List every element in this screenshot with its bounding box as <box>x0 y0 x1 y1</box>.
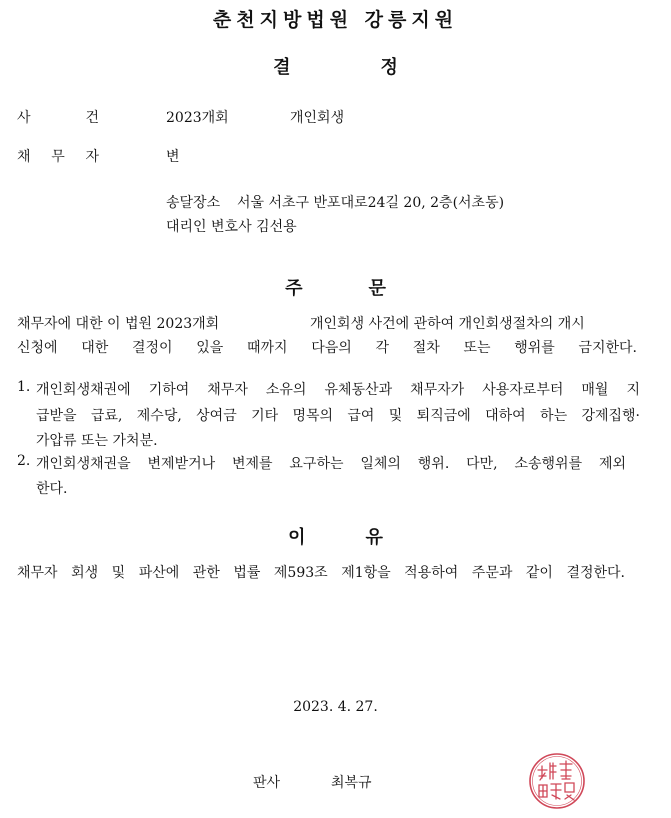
order-item-1-line-2: 급받을 급료, 제수당, 상여금 기타 명목의 급여 및 퇴직금에 대하여 하는 강제집행· <box>36 408 640 424</box>
reason-text: 채무자 회생 및 파산에 관한 법률 제593조 제1항을 적용하여 주문과 같이 결정한다. <box>17 565 625 581</box>
document-title-char-1: 결 <box>273 57 291 78</box>
debtor-label: 채 무 자 <box>17 149 99 165</box>
order-item-1-line-1: 개인회생채권에 기하여 채무자 소유의 유체동산과 채무자가 사용자로부터 매월 지 <box>36 382 640 398</box>
order-item-2-line-1: 개인회생채권을 변제받거나 변제를 요구하는 일체의 행위. 다만, 소송행위를 제외 <box>36 456 626 472</box>
judge-title: 판사 <box>253 775 281 791</box>
order-intro-line-2: 신청에 대한 결정이 있을 때까지 다음의 각 절차 또는 행위를 금지한다. <box>17 340 637 356</box>
decision-date: 2023. 4. 27. <box>293 699 378 715</box>
order-heading: 주 문 <box>285 278 386 299</box>
debtor-name: 변 <box>166 149 180 165</box>
order-intro-line-1a: 채무자에 대한 이 법원 2023개회 <box>17 316 220 332</box>
court-seal-stamp <box>528 752 586 810</box>
service-address-row <box>166 192 504 212</box>
order-item-1-line-3: 가압류 또는 가처분. <box>36 433 158 449</box>
attorney: 대리인 변호사 김선용 <box>166 219 297 235</box>
order-intro-line-1b: 개인회생 사건에 관하여 개인회생절차의 개시 <box>310 316 585 332</box>
reason-heading: 이 유 <box>288 527 383 548</box>
court-name: 춘천지방법원 강릉지원 <box>212 9 459 31</box>
case-label: 사 건 <box>17 110 99 126</box>
service-address-label: 송달장소 <box>166 195 221 211</box>
document-title <box>0 53 671 79</box>
case-number: 2023개회 <box>166 110 229 126</box>
judge-name: 최복규 <box>331 775 372 791</box>
order-item-2-number: 2. <box>17 453 31 469</box>
order-item-2-line-2: 한다. <box>36 481 68 497</box>
document-title-char-2: 정 <box>380 57 398 78</box>
service-address: 서울 서초구 반포대로24길 20, 2층(서초동) <box>237 195 505 211</box>
order-item-1-number: 1. <box>17 379 31 395</box>
case-name: 개인회생 <box>290 110 345 126</box>
